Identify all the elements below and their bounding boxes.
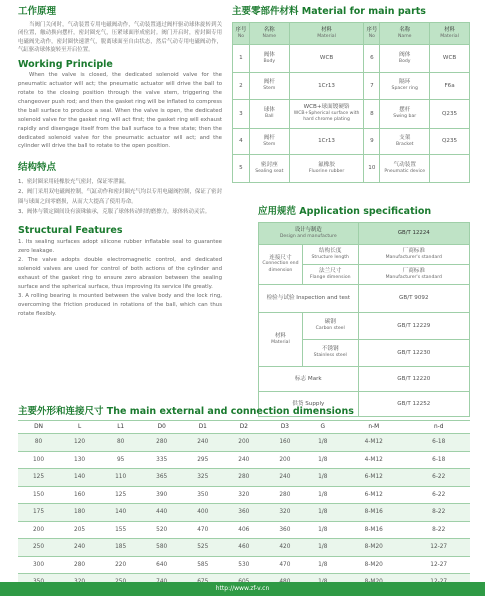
table-cell: 12-27 xyxy=(407,539,470,557)
table-cell: 1/8 xyxy=(305,469,340,487)
table-cell: 1Cr13 xyxy=(289,73,364,100)
table-cell: 470 xyxy=(264,556,305,574)
table-cell: 阀体 Body xyxy=(249,45,289,73)
table-cell: 密封座 Sealing seat xyxy=(249,155,289,183)
parts-row xyxy=(233,129,470,155)
table-cell: 阀杆 Stem xyxy=(249,129,289,155)
table-cell: 320 xyxy=(223,486,264,504)
table-cell: 250 xyxy=(18,539,59,557)
parts-header-material: 材料 Material xyxy=(430,23,470,45)
table-cell: 460 xyxy=(223,539,264,557)
table-cell: 6-22 xyxy=(407,469,470,487)
footer-url[interactable]: http://www.zf-v.cn xyxy=(0,582,485,596)
working-principle-en: When the valve is closed, the dedicated solenoid valve for the pneumatic actuator will act; the pneumatic actuator will drive the ball to rotate to the closing position through the valve stem, triggering the changeover push rod; and then the gasket ring will be inflated to compress the ball surface to produce a seal. When the valve is open, the dedicated solenoid valve for the gasket ring will act first; the gasket ring will exhaust rapidly and disengage itself from the ball surface to a free state; then the dedicated solenoid valve for the pneumatic actuator will act; and the cylinder will drive the ball to rotate to the open position. xyxy=(18,72,222,150)
table-cell: 180 xyxy=(59,504,100,522)
table-cell: 120 xyxy=(59,434,100,452)
spec-title: 应用规范 Application specification xyxy=(258,206,432,217)
feature-en-item: 2. The valve adopts double electromagnetic control, and dedicated solenoid valves are used for control of both actions of the cylinder and exhaust of the gasket ring to ensure zero abrasion between the sealing surface and the spherical surface, thus improving its service life greatly. xyxy=(18,257,222,290)
features-cn-list xyxy=(18,177,222,217)
table-cell: 125 xyxy=(18,469,59,487)
table-cell: 200 xyxy=(18,521,59,539)
table-cell: 摆杆 Swing bar xyxy=(380,100,430,129)
spec-structure-length: 结构长度 Structure length xyxy=(302,245,358,265)
table-cell: 80 xyxy=(100,434,141,452)
table-cell: 350 xyxy=(182,486,223,504)
table-cell: 440 xyxy=(141,504,182,522)
table-cell: Q235 xyxy=(430,129,470,155)
table-cell: 360 xyxy=(223,504,264,522)
table-cell: 240 xyxy=(264,469,305,487)
table-cell: 280 xyxy=(59,556,100,574)
table-cell: 6-18 xyxy=(407,451,470,469)
dims-row xyxy=(18,434,470,452)
table-cell: 160 xyxy=(264,434,305,452)
table-cell: 8-M20 xyxy=(340,556,407,574)
dims-header-nm: n-M xyxy=(340,421,407,434)
table-cell: 球体 Ball xyxy=(249,100,289,129)
table-cell: F6a xyxy=(430,73,470,100)
table-cell: 4 xyxy=(233,129,250,155)
spec-connection-label: 连接尺寸 Connection end dimension xyxy=(259,245,303,285)
table-cell: 585 xyxy=(182,556,223,574)
table-cell: 155 xyxy=(100,521,141,539)
parts-row xyxy=(233,45,470,73)
table-cell: 280 xyxy=(223,469,264,487)
features-en-list xyxy=(18,238,222,318)
dims-header-row xyxy=(18,421,470,434)
left-column xyxy=(18,6,222,319)
table-cell: 300 xyxy=(18,556,59,574)
table-cell: 530 xyxy=(223,556,264,574)
table-cell: 140 xyxy=(100,504,141,522)
table-cell: 8-M16 xyxy=(340,504,407,522)
table-cell: 100 xyxy=(18,451,59,469)
dims-header-d0: D0 xyxy=(141,421,182,434)
spec-structure-value: 厂商标准 Manufacturer's standard xyxy=(358,245,469,265)
working-principle-title-cn: 工作原理 xyxy=(18,6,57,17)
spec-material-label: 材料 Material xyxy=(259,313,303,367)
parts-table xyxy=(232,22,470,183)
table-cell: 1Cr13 xyxy=(289,129,364,155)
parts-header-no: 序号 No xyxy=(364,23,380,45)
table-cell: 580 xyxy=(141,539,182,557)
table-cell: 8-22 xyxy=(407,504,470,522)
table-cell: 80 xyxy=(18,434,59,452)
table-cell: 1 xyxy=(233,45,250,73)
table-cell: 325 xyxy=(182,469,223,487)
table-cell: 2 xyxy=(233,73,250,100)
table-cell: 406 xyxy=(223,521,264,539)
table-cell: 125 xyxy=(100,486,141,504)
table-cell: 150 xyxy=(18,486,59,504)
table-cell: 280 xyxy=(264,486,305,504)
feature-en-item: 1. Its sealing surfaces adopt silicone rubber inflatable seal to guarantee zero leakage. xyxy=(18,239,222,255)
table-cell: 140 xyxy=(59,469,100,487)
feature-cn-item: 2、阀门采用双电磁阀控制，气缸动作和密封圈充气均以专用电磁阀控制，保证了密封圈与球面之间零磨损，从而大大提高了使用寿命。 xyxy=(18,189,222,206)
parts-row xyxy=(233,73,470,100)
table-cell: 6-22 xyxy=(407,486,470,504)
dims-title: 主要外形和连接尺寸 The main external and connection dimensions xyxy=(18,406,354,417)
spec-stainless-value: GB/T 12230 xyxy=(358,340,469,367)
dims-header-dn: DN xyxy=(18,421,59,434)
table-cell: 280 xyxy=(141,434,182,452)
table-cell: 1/8 xyxy=(305,539,340,557)
table-cell: 200 xyxy=(264,451,305,469)
dims-row xyxy=(18,504,470,522)
table-cell: 8-M16 xyxy=(340,521,407,539)
table-cell: 8 xyxy=(364,100,380,129)
spec-inspection: 检验与试验 Inspection and test xyxy=(259,285,359,313)
table-cell: 360 xyxy=(264,521,305,539)
parts-header-name: 名称 Name xyxy=(249,23,289,45)
spec-supply-value: GB/T 12252 xyxy=(358,392,469,417)
table-cell: 3 xyxy=(233,100,250,129)
spec-flange-value: 厂商标准 Manufacturer's standard xyxy=(358,265,469,285)
table-cell: 6-18 xyxy=(407,434,470,452)
table-cell: 200 xyxy=(223,434,264,452)
table-cell xyxy=(430,155,470,183)
spec-design-value: GB/T 12224 xyxy=(358,223,469,245)
table-cell: 160 xyxy=(59,486,100,504)
table-cell: 205 xyxy=(59,521,100,539)
table-cell: 110 xyxy=(100,469,141,487)
table-cell: 130 xyxy=(59,451,100,469)
table-cell: 1/8 xyxy=(305,434,340,452)
features-title-en: Structural Features xyxy=(18,225,123,237)
spec-inspection-value: GB/T 9092 xyxy=(358,285,469,313)
table-cell: 1/8 xyxy=(305,556,340,574)
dims-header-g: G xyxy=(305,421,340,434)
table-cell: 1/8 xyxy=(305,486,340,504)
spec-mark: 标志 Mark xyxy=(259,367,359,392)
table-cell: 7 xyxy=(364,73,380,100)
dims-header-l: L xyxy=(59,421,100,434)
table-cell: 4-M12 xyxy=(340,451,407,469)
spec-carbon-steel: 碳钢 Carbon steel xyxy=(302,313,358,340)
table-cell: 1/8 xyxy=(305,504,340,522)
table-cell: 365 xyxy=(141,469,182,487)
table-cell: 240 xyxy=(223,451,264,469)
dims-header-nd: n-d xyxy=(407,421,470,434)
table-cell: WCB xyxy=(430,45,470,73)
table-cell: 隔环 Spacer ring xyxy=(380,73,430,100)
parts-row xyxy=(233,155,470,183)
dims-header-l1: L1 xyxy=(100,421,141,434)
table-cell: WCB xyxy=(289,45,364,73)
table-cell: 6-M12 xyxy=(340,486,407,504)
table-cell: 1/8 xyxy=(305,521,340,539)
dims-row xyxy=(18,451,470,469)
parts-title: 主要零部件材料 Material for main parts xyxy=(232,6,426,17)
working-principle-cn: 当阀门关闭时，气动装置专用电磁阀动作，气动装置通过阀杆驱动球体旋转到关闭位置，触动换向摆杆，密封圈充气，压紧球面形成密封。阀门开启时，密封圈专用电磁阀先动作，密封圈快速泄气，脱离球面至自由状态，然后气动专用电磁阀动作，气缸驱动球体旋转至开启位置。 xyxy=(18,22,222,53)
dims-row xyxy=(18,556,470,574)
table-cell: WCB+球面镀硬铬 WCB+Spherical surface with hard chrome plating xyxy=(289,100,364,129)
table-cell: 390 xyxy=(141,486,182,504)
table-cell: 220 xyxy=(100,556,141,574)
feature-cn-item: 1、密封圈采用硅橡胶充气密封，保证零泄漏。 xyxy=(18,179,130,186)
table-cell: 240 xyxy=(182,434,223,452)
spec-stainless-steel: 不锈钢 Stainless steel xyxy=(302,340,358,367)
table-cell: 640 xyxy=(141,556,182,574)
table-cell: 8-22 xyxy=(407,521,470,539)
table-cell: 525 xyxy=(182,539,223,557)
parts-header-material: 材料 Material xyxy=(289,23,364,45)
table-cell: 5 xyxy=(233,155,250,183)
parts-row xyxy=(233,100,470,129)
table-cell: 6 xyxy=(364,45,380,73)
table-cell: 240 xyxy=(59,539,100,557)
parts-header-name: 名称 Name xyxy=(380,23,430,45)
dims-row xyxy=(18,521,470,539)
spec-carbon-value: GB/T 12229 xyxy=(358,313,469,340)
table-cell: 12-27 xyxy=(407,556,470,574)
dims-header-d1: D1 xyxy=(182,421,223,434)
table-cell: 6-M12 xyxy=(340,469,407,487)
table-cell: 420 xyxy=(264,539,305,557)
table-cell: 520 xyxy=(141,521,182,539)
dims-row xyxy=(18,469,470,487)
table-cell: 335 xyxy=(141,451,182,469)
table-cell: 4-M12 xyxy=(340,434,407,452)
table-cell: Q235 xyxy=(430,100,470,129)
table-cell: 阀体 Body xyxy=(380,45,430,73)
working-principle-title-en: Working Principle xyxy=(18,59,113,71)
dims-table xyxy=(18,420,470,592)
spec-mark-value: GB/T 12220 xyxy=(358,367,469,392)
table-cell: 阀杆 Stem xyxy=(249,73,289,100)
table-cell: 175 xyxy=(18,504,59,522)
feature-en-item: 3. A rolling bearing is mounted between the valve body and the lock ring, overcoming the friction produced in rotations of the ball, which can thus rotate flexibly. xyxy=(18,292,222,317)
spec-supply: 供货 Supply xyxy=(259,392,359,417)
dims-row xyxy=(18,486,470,504)
features-title-cn: 结构特点 xyxy=(18,162,57,174)
table-cell: 支架 Bracket xyxy=(380,129,430,155)
spec-flange-dimension: 法兰尺寸 Flange dimension xyxy=(302,265,358,285)
table-cell: 295 xyxy=(182,451,223,469)
dims-header-d3: D3 xyxy=(264,421,305,434)
dims-header-d2: D2 xyxy=(223,421,264,434)
dims-row xyxy=(18,539,470,557)
table-cell: 9 xyxy=(364,129,380,155)
table-cell: 气动装置 Pneumatic device xyxy=(380,155,430,183)
table-cell: 10 xyxy=(364,155,380,183)
table-cell: 1/8 xyxy=(305,451,340,469)
spec-table xyxy=(258,222,470,417)
parts-header-no: 序号 No xyxy=(233,23,250,45)
table-cell: 氟橡胶 Fluorine rubber xyxy=(289,155,364,183)
table-cell: 8-M20 xyxy=(340,539,407,557)
feature-cn-item: 3、阀体与锁定圈间设有滚珠轴承，克服了球体转动时的磨擦力，球体转动灵活。 xyxy=(18,209,211,216)
table-cell: 95 xyxy=(100,451,141,469)
spec-design-label: 设计与制造 Design and manufacture xyxy=(259,223,359,245)
table-cell: 320 xyxy=(264,504,305,522)
table-cell: 185 xyxy=(100,539,141,557)
table-cell: 470 xyxy=(182,521,223,539)
table-cell: 400 xyxy=(182,504,223,522)
